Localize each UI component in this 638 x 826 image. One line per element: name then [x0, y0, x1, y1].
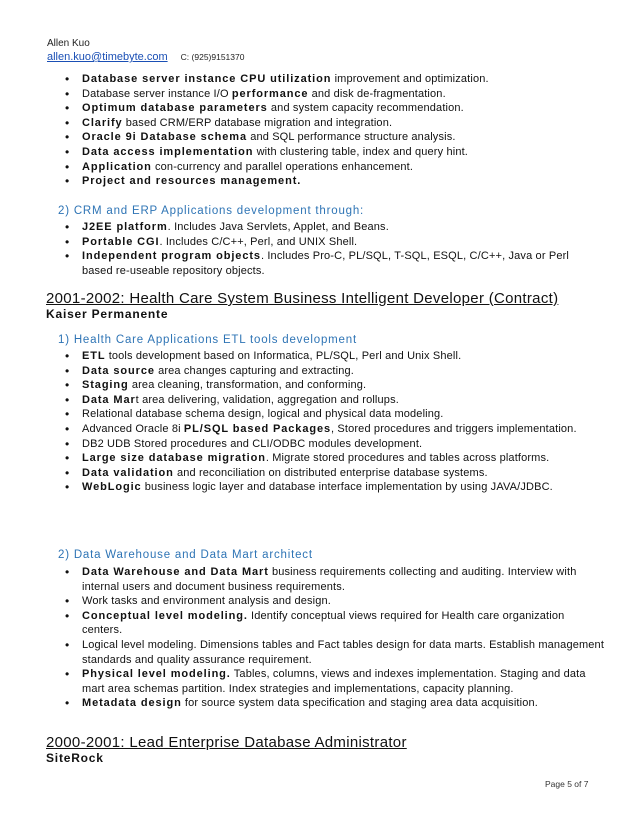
item-text: area changes capturing and extracting. [154, 364, 354, 377]
item-text: Tables, columns, views and indexes implementation. Staging and data mart area schemas partition. Index strategies and implementations, capacity planning. [82, 668, 586, 695]
list-item [82, 565, 607, 594]
item-keyword: Staging [82, 379, 129, 392]
list-item [82, 87, 602, 102]
item-text: business requirements collecting and auditing. Interview with internal users and document business requirements. [82, 566, 577, 593]
item-text: Relational database schema design, logical and physical data modeling. [82, 408, 444, 421]
section-dw-title: 2) Data Warehouse and Data Mart architect [58, 549, 313, 561]
item-text: improvement and optimization. [331, 73, 489, 85]
item-keyword: Application [82, 160, 152, 173]
section-etl-title: 1) Health Care Applications ETL tools development [58, 334, 357, 346]
item-text: business logic layer and database interface implementation by using JAVA/JDBC. [141, 481, 553, 494]
list-item [82, 72, 602, 87]
item-prefix: Advanced Oracle 8i [82, 422, 184, 435]
item-keyword: Metadata design [82, 697, 182, 710]
email-link[interactable]: allen.kuo@timebyte.com [47, 51, 168, 63]
list-etl [82, 349, 602, 495]
item-keyword: Data Warehouse and Data Mart [82, 566, 269, 578]
header-name: Allen Kuo [47, 38, 90, 49]
list-item [82, 378, 602, 393]
item-text: DB2 UDB Stored procedures and CLI/ODBC modules development. [82, 437, 423, 450]
item-keyword: WebLogic [82, 481, 142, 494]
item-text: . Migrate stored procedures and tables across platforms. [265, 452, 550, 465]
item-text: and system capacity recommendation. [267, 102, 464, 115]
list-item [82, 116, 602, 131]
item-text: with clustering table, index and query hint. [253, 145, 469, 158]
item-keyword: Data Mar [82, 393, 136, 406]
item-keyword: Optimum database parameters [82, 102, 268, 115]
item-text: for source system data specification and staging area data acquisition. [181, 697, 538, 710]
list-item [82, 160, 602, 175]
list-item [82, 609, 607, 638]
list-item [82, 393, 602, 408]
list-item [82, 638, 607, 667]
list-item [82, 696, 607, 711]
item-text: . Includes C/C++, Perl, and UNIX Shell. [159, 235, 358, 248]
item-keyword: Large size database migration [82, 452, 266, 465]
item-keyword: Project and resources management. [82, 175, 302, 188]
list-item [82, 174, 602, 189]
item-text: Logical level modeling. Dimensions tables and Fact tables design for data marts. Establish management standards and quality assurance requirement. [82, 638, 605, 666]
list-database-optimization [82, 72, 602, 189]
list-item [82, 249, 597, 278]
item-keyword: PL/SQL based Packages [183, 422, 331, 435]
item-keyword: Clarify [82, 116, 123, 129]
item-keyword: performance [231, 87, 309, 100]
item-text: area cleaning, transformation, and conforming. [128, 379, 367, 392]
list-item [82, 220, 597, 235]
item-text: , Stored procedures and triggers implementation. [331, 422, 577, 435]
company-kaiser: Kaiser Permanente [46, 307, 169, 321]
list-item [82, 594, 607, 609]
item-text: t area delivering, validation, aggregation and rollups. [135, 393, 399, 406]
list-item [82, 407, 602, 422]
item-keyword: Oracle 9i Database schema [82, 131, 247, 144]
item-text: and SQL performance structure analysis. [246, 131, 456, 144]
item-keyword: Data source [82, 364, 155, 377]
list-data-warehouse [82, 565, 607, 711]
item-text: and reconciliation on distributed enterprise database systems. [173, 466, 488, 479]
list-item [82, 667, 607, 696]
item-keyword: ETL [82, 350, 106, 362]
item-text: . Includes Java Servlets, Applet, and Beans. [167, 221, 389, 233]
phone-number: C: (925)9151370 [180, 52, 245, 62]
company-siterock: SiteRock [46, 751, 104, 765]
list-item [82, 235, 597, 250]
list-item [82, 130, 602, 145]
header-contact [47, 51, 244, 63]
list-item [82, 101, 602, 116]
item-keyword: Portable CGI [82, 235, 160, 248]
item-keyword: J2EE platform [82, 221, 168, 233]
item-keyword: Database server instance CPU utilization [82, 73, 332, 85]
job-title-2000-2001: 2000-2001: Lead Enterprise Database Administrator [46, 734, 407, 751]
list-item [82, 145, 602, 160]
item-keyword: Data access implementation [82, 145, 254, 158]
page-number: Page 5 of 7 [545, 779, 589, 789]
list-item [82, 466, 602, 481]
job-title-2001-2002: 2001-2002: Health Care System Business Intelligent Developer (Contract) [46, 290, 559, 307]
item-text: con-currency and parallel operations enhancement. [151, 160, 414, 173]
item-text: tools development based on Informatica, PL/SQL, Perl and Unix Shell. [105, 350, 462, 362]
list-item [82, 422, 602, 437]
section-crm-erp-title: 2) CRM and ERP Applications development through: [58, 205, 365, 217]
item-text: based CRM/ERP database migration and integration. [122, 116, 393, 129]
list-item [82, 349, 602, 364]
item-text: Work tasks and environment analysis and design. [82, 595, 331, 608]
item-prefix: Database server instance I/O [82, 87, 232, 100]
list-item [82, 451, 602, 466]
list-item [82, 480, 602, 495]
item-text: and disk de-fragmentation. [308, 87, 446, 100]
item-keyword: Physical level modeling. [82, 668, 231, 681]
item-text: Identify conceptual views required for Health care organization centers. [82, 609, 565, 637]
list-item [82, 364, 602, 379]
item-text: . Includes Pro-C, PL/SQL, T-SQL, ESQL, C/C++, Java or Perl based re-useable repository objects. [82, 250, 570, 277]
item-keyword: Independent program objects [82, 250, 261, 263]
item-keyword: Data validation [82, 466, 174, 479]
item-keyword: Conceptual level modeling. [82, 609, 248, 622]
list-item [82, 437, 602, 452]
list-crm-erp [82, 220, 597, 278]
